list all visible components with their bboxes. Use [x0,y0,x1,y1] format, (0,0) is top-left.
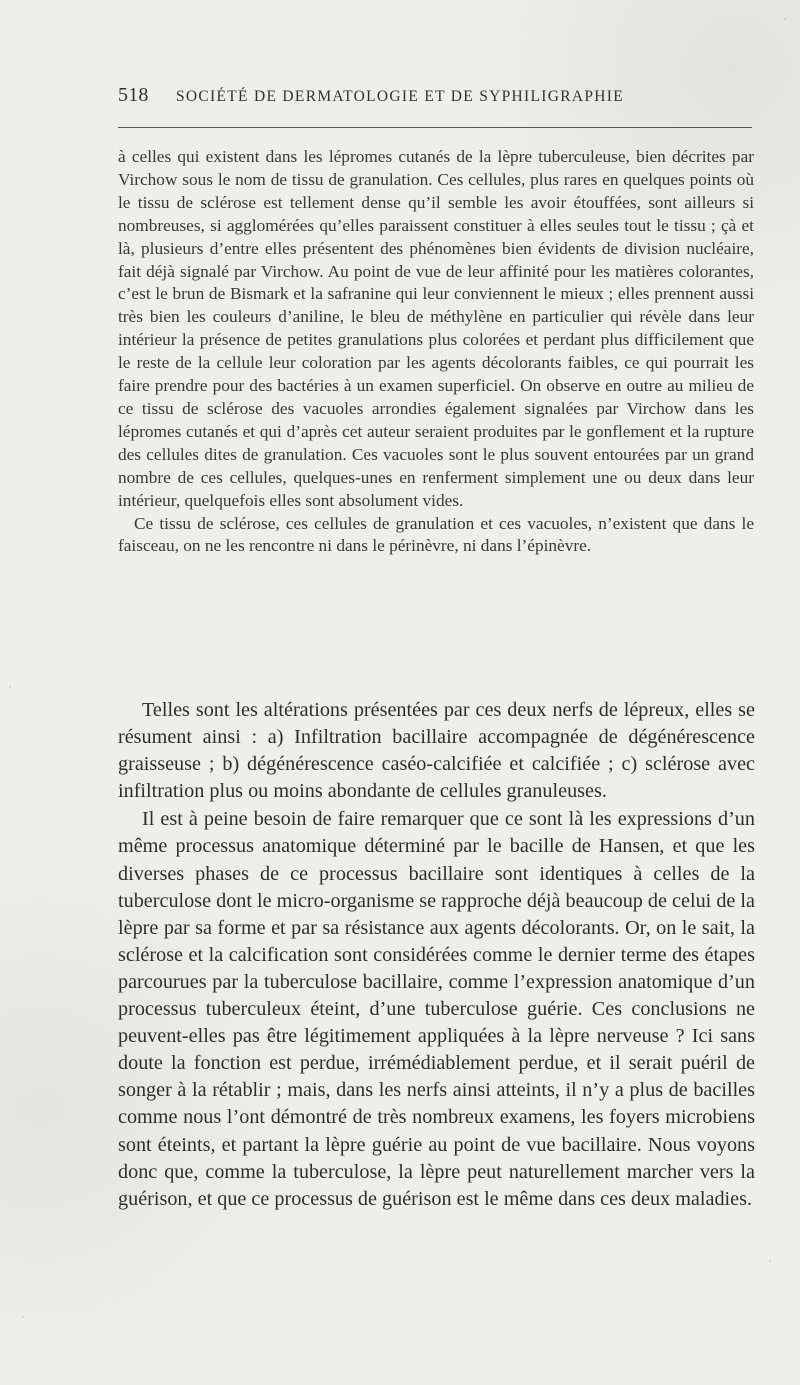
running-head: SOCIÉTÉ DE DERMATOLOGIE ET DE SYPHILIGRAPHIE [176,88,624,105]
main-paragraph-1: Telles sont les altérations présentées par ces deux nerfs de lépreux, elles se résument ainsi : a) Infiltration bacillaire accompagnée de dégénérescence graisseuse ; b) dégénérescence caséo-calcifiée et calcifiée ; c) sclérose avec infiltration plus ou moins abondante de cellules granuleuses. [118,699,755,803]
paper-speck [22,1316,24,1318]
small-print-section [118,146,754,558]
paper-speck [769,1260,771,1262]
small-paragraph-2: Ce tissu de sclérose, ces cellules de granulation et ces vacuoles, n’existent que dans le faisceau, on ne les rencontre ni dans le périnèvre, ni dans l’épinèvre. [118,513,754,556]
paper-speck [9,686,11,688]
header-rule [118,127,752,128]
page-header [118,84,752,118]
small-paragraph-1: à celles qui existent dans les lépromes cutanés de la lèpre tuberculeuse, bien décrites par Virchow sous le nom de tissu de granulation. Ces cellules, plus rares en quelques points où le tissu de sclérose est tellement dense qu’il semble les avoir étouffées, sont ailleurs si nombreuses, si agglomérées qu’elles paraissent constituer à elles seules tout le tissu ; çà et là, plusieurs d’entre elles présentent des phénomènes bien évidents de division nucléaire, fait déjà signalé par Virchow. Au point de vue de leur affinité pour les matières colorantes, c’est le brun de Bismark et la safranine qui leur conviennent le mieux ; elles prennent aussi très bien les couleurs d’aniline, le bleu de méthylène en particulier qui révèle dans leur intérieur la présence de petites granulations plus colorées et perdant plus difficilement que le reste de la cellule leur coloration par les agents décolorants faibles, ce qui pourrait les faire prendre pour des bactéries à un examen superficiel. On observe en outre au milieu de ce tissu de sclérose des vacuoles arrondies également signalées par Virchow dans les lépromes cutanés et qui d’après cet auteur seraient produites par le gonflement et la rupture des cellules dites de granulation. Ces vacuoles sont le plus souvent entourées par un grand nombre de ces cellules, quelques-unes en renferment simplement une ou deux dans leur intérieur, quelquefois elles sont absolument vides. [118,147,754,510]
paper-speck [784,18,786,20]
page-number: 518 [118,84,149,106]
main-text-section [118,697,755,1213]
main-paragraph-2: Il est à peine besoin de faire remarquer que ce sont là les expressions d’un même processus anatomique déterminé par le bacille de Hansen, et que les diverses phases de ce processus bacillaire sont identiques à celles de la tuberculose dont le micro-organisme se rapproche déjà beaucoup de celui de la lèpre par sa forme et par sa résistance aux agents décolorants. Or, on le sait, la sclérose et la calcification sont considérées comme le dernier terme des étapes parcourues par la tuberculose bacillaire, comme l’expression anatomique d’un processus tuberculeux éteint, d’une tuberculose guérie. Ces conclusions ne peuvent-elles pas être légitimement appliquées à la lèpre nerveuse ? Ici sans doute la fonction est perdue, irrémédiablement perdue, et il serait puéril de songer à la rétablir ; mais, dans les nerfs ainsi atteints, il n’y a plus de bacilles comme nous l’ont démontré de très nombreux examens, les foyers microbiens sont éteints, et partant la lèpre guérie au point de vue bacillaire. Nous voyons donc que, comme la tuberculose, la lèpre peut naturellement marcher vers la guérison, et que ce processus de guérison est le même dans ces deux maladies. [118,808,755,1210]
